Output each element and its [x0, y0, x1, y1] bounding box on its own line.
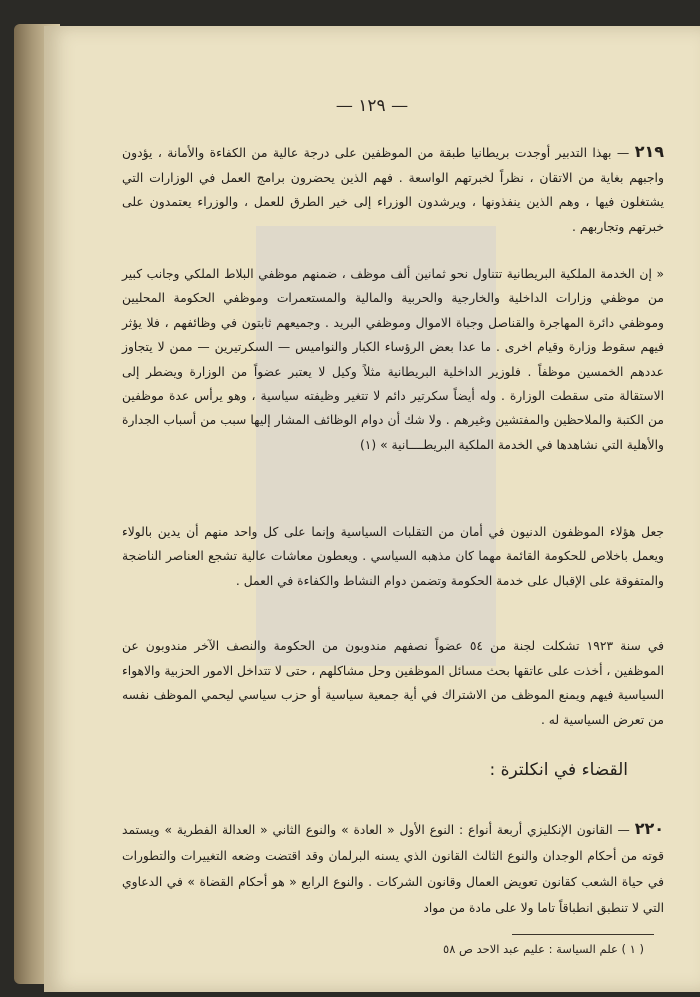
book-page — [44, 26, 700, 992]
section-number-219: ٢١٩ — [634, 142, 664, 161]
quotation-paragraph: « إن الخدمة الملكية البريطانية تتناول نحو ثمانين ألف موظف ، ضمنهم موظفي البلاط الملكي وجانب كبير من موظفي وزارات الداخلية والخارجية والحربية والمالية والمستعمرات وموظفي الحكومة المحليين وموظفي دائرة المهاجرة والقناصل وجباة الاموال وموظفي البريد . وجميعهم ثابتون في وظائفهم ، فلا يؤثر فيهم سقوط وزارة وقيام اخرى . ما عدا بعض الرؤساء الكبار والنواميس — السكرتيرين — ممن لا يتجاوز عددهم الخمسين موظفاً . فلوزير الداخلية البريطانية مثلاً وكيل لا يعتبر عضواً من الوزارة ويضطر إلى الاستقالة متى سقطت الوزارة . وله أيضاً سكرتير دائم لا تتغير وظيفته سياسية ، وهو يرأس عدة موظفين من الكتبة والملاحظين والمفتشين وغيرهم . ولا شك أن دوام الوظائف المشار إليها سبب من أسباب الجدارة والأهلية التي نشاهدها في الخدمة الملكية البريطــــانية » (١) — [122, 267, 664, 452]
paragraph-loyalty: جعل هؤلاء الموظفون الدنيون في أمان من التقلبات السياسية وإنما على كل واحد منهم أن يدين بالولاء ويعمل باخلاص للحكومة القائمة مهما كان مذهبه السياسي . ويعطون معاشات عالية تشجع العناصر الناضجة والمتفوقة على الإقبال على خدمة الحكومة وتضمن دوام النشاط والكفاءة في العمل . — [122, 525, 664, 588]
footnote: ( ١ ) علم السياسة : عليم عبد الاحد ص ٥٨ — [443, 942, 644, 956]
paragraph-1923-committee: في سنة ١٩٢٣ تشكلت لجنة من ٥٤ عضواً نصفهم مندوبون من الحكومة والنصف الآخر مندوبون عن الموظفين ، أخذت على عاتقها بحث مسائل الموظفين وحل مشاكلهم ، حتى لا تتداخل الامور الحزبية والاهواء السياسية فيهم ويمنع الموظف من الاشتراك في أية جمعية سياسية أو حزب سياسي ليحمي الموظف نفسه من تعرض السياسية له . — [122, 639, 664, 727]
paragraph-219 — [122, 140, 664, 239]
paragraph-220 — [122, 816, 664, 921]
paragraph-220-text: — القانون الإنكليزي أربعة أنواع : النوع الأول « العادة » والنوع الثاني « العدالة الفطرية » ويستمد قوته من أحكام الوجدان والنوع الثالث القانون الذي يسنه البرلمان وقد اقتضت وضعه التغييرات والتطورات في حياة الشعب كقانون تعويض العمال وقانون الشركات . والنوع الرابع « هو أحكام القضاة » في الدعاوي التي لا تنطبق انطباقاً تاما ولا على مادة من مواد — [122, 823, 664, 915]
section-number-220: ٢٢٠ — [634, 819, 664, 838]
section-heading: القضاء في انكلترة : — [489, 760, 628, 780]
footnote-divider — [512, 934, 654, 935]
paragraph-219-text: — بهذا التدبير أوجدت بريطانيا طبقة من الموظفين على درجة عالية من الكفاءة والأمانة ، يؤدون واجبهم بغاية من الاتقان ، نظراً لخبرتهم الواسعة . فهم الذين يحضرون برامج العمل في الوزارات التي يشتغلون فيها ، وهم الذين ينفذونها ، ويرشدون الوزراء إلى خير الطرق للعمل ، والوزراء يعتمدون على خبرتهم وتجاربهم . — [122, 145, 664, 234]
page-number: — ١٢٩ — — [335, 96, 409, 116]
